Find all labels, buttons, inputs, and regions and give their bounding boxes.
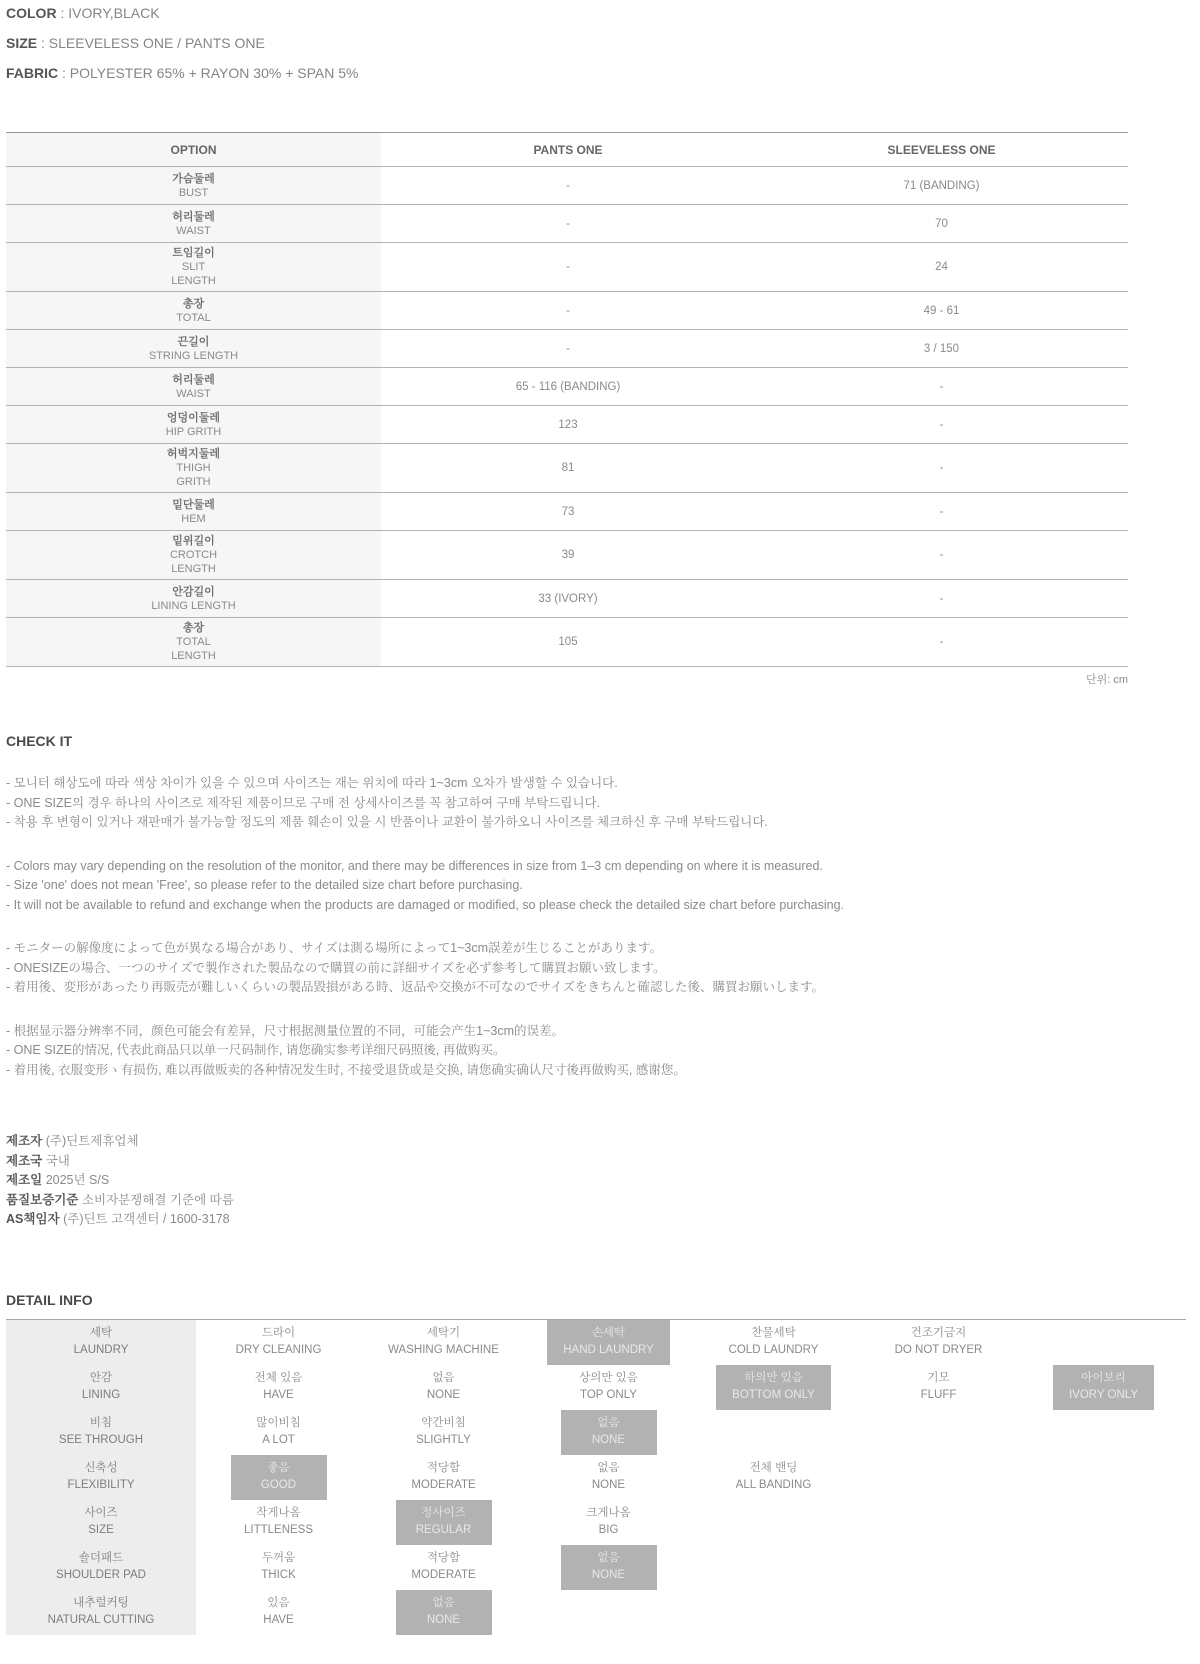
size-row-label-english: LENGTH — [171, 563, 216, 575]
size-row-label-korean: 허리둘레 — [172, 210, 215, 223]
detail-option-korean: 손세탁 — [591, 1327, 626, 1339]
size-value-sleeveless: - — [939, 505, 944, 518]
detail-row-label — [6, 1590, 196, 1635]
size-cell-sleeveless — [755, 493, 1128, 530]
size-unit-note: 단위: cm — [1085, 674, 1128, 686]
detail-row-label-korean: 사이즈 — [84, 1507, 118, 1519]
check-it-line: - 着用後, 衣服变形ヽ有损伤, 难以再做贩卖的各种情况发生时, 不接受退货或是交换, 请您确实确认尺寸後再做购买, 感谢您。 — [6, 1062, 686, 1077]
detail-option-english: FLUFF — [920, 1389, 957, 1401]
size-table-row — [6, 368, 1128, 406]
check-it-line: - ONE SIZE的情况, 代表此商品只以单一尺码制作, 请您确实参考详细尺码照後, 再做购买。 — [6, 1043, 506, 1057]
detail-option-cell — [361, 1455, 526, 1500]
size-table-row — [6, 330, 1128, 368]
detail-row-label — [6, 1545, 196, 1590]
size-row-label-cell — [6, 580, 381, 617]
size-value-sleeveless: 70 — [935, 217, 948, 230]
product-info-line — [6, 35, 1200, 52]
detail-option-cell — [361, 1365, 526, 1410]
size-row-label-english: GRITH — [176, 476, 211, 488]
check-it-line: - ONESIZEの場合、一つのサイズで製作された製品なので購買の前に詳細サイズを必ず参考して購買お願い致します。 — [6, 960, 666, 975]
size-row-label-english: LENGTH — [171, 275, 216, 287]
detail-option-english: LITTLENESS — [243, 1524, 314, 1536]
detail-option — [401, 1455, 485, 1500]
check-it-line: - 根据显示器分辨率不同，颜色可能会有差异，尺寸根据测量位置的不同，可能会产生1~3cm的误差。 — [6, 1023, 565, 1038]
size-cell-pants — [381, 368, 755, 405]
size-value-sleeveless: - — [939, 380, 944, 393]
detail-option-english: ALL BANDING — [735, 1479, 812, 1491]
manufacturer-value: 소비자분쟁해결 기준에 따름 — [81, 1192, 234, 1207]
size-value-pants: 65 - 116 (BANDING) — [515, 380, 621, 393]
size-value-sleeveless: - — [939, 418, 944, 431]
detail-row-label — [6, 1500, 196, 1545]
size-row-label-english: HIP GRITH — [165, 425, 222, 438]
detail-option — [226, 1320, 332, 1365]
size-table-row — [6, 493, 1128, 531]
size-cell-pants — [381, 580, 755, 617]
manufacturer-label: 제조일 — [6, 1173, 46, 1187]
detail-option-english: THICK — [261, 1569, 296, 1581]
size-row-label-korean: 밑위길이 — [172, 535, 215, 547]
detail-option-korean: 없음 — [597, 1552, 620, 1564]
detail-option — [417, 1365, 470, 1410]
manufacturer-label: 제조자 — [6, 1134, 46, 1148]
size-table — [6, 132, 1128, 667]
detail-option-korean: 두꺼움 — [261, 1552, 296, 1564]
product-info-value: : POLYESTER 65% + RAYON 30% + SPAN 5% — [58, 65, 359, 81]
manufacturer-value: (주)딘트제휴업체 — [45, 1134, 139, 1148]
check-it-paragraph-japanese — [6, 939, 1200, 998]
size-cell-pants — [381, 493, 755, 530]
size-cell-sleeveless — [755, 330, 1128, 367]
detail-row-label — [6, 1365, 196, 1410]
detail-row-label-english: LINING — [81, 1389, 121, 1401]
size-table-column-label: PANTS ONE — [533, 142, 603, 157]
detail-option-korean: 크게나옴 — [586, 1507, 631, 1519]
detail-row-label — [6, 1320, 196, 1365]
detail-option-cell — [196, 1545, 361, 1590]
detail-option-korean: 없음 — [597, 1462, 620, 1474]
check-it-line: - 착용 후 변형이 있거나 재판매가 불가능할 정도의 제품 훼손이 있을 시 반품이나 교환이 불가하오니 사이즈를 체크하신 후 구매 부탁드립니다. — [6, 815, 768, 829]
size-cell-sleeveless — [755, 531, 1128, 579]
size-value-pants: - — [566, 179, 570, 192]
check-it-paragraph-korean — [6, 774, 1200, 833]
size-row-label-korean: 안감길이 — [172, 585, 215, 598]
detail-option — [245, 1365, 313, 1410]
size-value-pants: 81 — [561, 462, 575, 474]
size-cell-sleeveless — [755, 444, 1128, 492]
size-table-row — [6, 618, 1128, 667]
detail-option-korean: 드라이 — [261, 1327, 296, 1339]
check-it-title: CHECK IT — [6, 733, 73, 749]
detail-option-korean: 전체 있음 — [254, 1372, 303, 1384]
product-info-label: COLOR — [6, 5, 57, 21]
detail-option-korean: 기모 — [927, 1372, 950, 1384]
detail-option-cell — [196, 1590, 361, 1635]
detail-option-english: NONE — [426, 1614, 461, 1626]
detail-option-cell — [361, 1545, 526, 1590]
detail-option-korean: 세탁기 — [426, 1327, 461, 1339]
size-value-pants: - — [566, 304, 570, 317]
detail-option-korean: 아이보리 — [1081, 1372, 1126, 1384]
detail-option-selected — [231, 1455, 327, 1500]
detail-option-cell — [196, 1500, 361, 1545]
size-row-label-english: STRING LENGTH — [148, 349, 239, 362]
detail-row-label-korean: 세탁 — [89, 1327, 113, 1339]
detail-option-korean: 적당함 — [426, 1552, 461, 1564]
size-table-header-cell — [381, 133, 755, 166]
size-cell-sleeveless — [755, 167, 1128, 204]
size-value-pants: 33 (IVORY) — [538, 592, 598, 605]
detail-option-cell — [856, 1320, 1021, 1365]
detail-row-label-korean: 신축성 — [84, 1462, 118, 1474]
detail-option-english: COLD LAUNDRY — [728, 1344, 819, 1356]
detail-option-cell — [526, 1365, 691, 1410]
size-cell-sleeveless — [755, 205, 1128, 242]
detail-option-english: A LOT — [262, 1434, 295, 1446]
detail-option-korean: 없음 — [432, 1372, 455, 1384]
size-row-label-korean: 총장 — [182, 622, 205, 634]
manufacturer-label: AS책임자 — [6, 1212, 64, 1226]
size-value-sleeveless: 3 / 150 — [923, 342, 960, 355]
size-row-label-english: SLIT — [181, 261, 206, 273]
size-cell-pants — [381, 243, 755, 291]
detail-row-label — [6, 1455, 196, 1500]
detail-option-cell — [856, 1365, 1021, 1410]
detail-option-korean: 전체 밴딩 — [749, 1462, 798, 1474]
size-table-row — [6, 243, 1128, 292]
size-cell-pants — [381, 330, 755, 367]
size-row-label-cell — [6, 531, 381, 579]
detail-option — [885, 1320, 993, 1365]
detail-option-korean: 없음 — [597, 1417, 620, 1429]
product-info-value: : SLEEVELESS ONE / PANTS ONE — [37, 35, 265, 51]
size-table-column-label: OPTION — [170, 142, 217, 157]
size-cell-sleeveless — [755, 580, 1128, 617]
detail-option-english: TOP ONLY — [580, 1389, 637, 1401]
size-row-label-english: WAIST — [176, 224, 211, 237]
detail-option-english: DRY CLEANING — [235, 1344, 322, 1356]
detail-option-english: NONE — [426, 1389, 461, 1401]
detail-option-english: NONE — [591, 1434, 626, 1446]
detail-option-cell — [526, 1410, 691, 1455]
product-info-label: SIZE — [6, 35, 38, 51]
detail-option-cell — [526, 1500, 691, 1545]
detail-option-korean: 하의만 있음 — [744, 1372, 803, 1384]
size-table-header-cell — [6, 133, 381, 166]
detail-row-label-korean: 내추럴커팅 — [73, 1597, 129, 1609]
detail-row-label-korean: 안감 — [89, 1372, 113, 1384]
detail-option — [576, 1500, 640, 1545]
size-row-label-cell — [6, 243, 381, 291]
size-row-label-korean: 총장 — [182, 297, 205, 310]
size-cell-pants — [381, 292, 755, 329]
detail-row-label — [6, 1410, 196, 1455]
detail-row-label-english: FLEXIBILITY — [67, 1479, 135, 1491]
detail-option-cell — [526, 1455, 691, 1500]
size-row-label-cell — [6, 493, 381, 530]
manufacturer-label: 제조국 — [6, 1153, 46, 1168]
detail-option-korean: 작게나옴 — [256, 1507, 301, 1519]
size-value-sleeveless: 24 — [935, 261, 948, 273]
size-value-sleeveless: 49 - 61 — [923, 304, 960, 317]
size-row-label-korean: 끈길이 — [177, 335, 210, 348]
detail-option — [719, 1320, 829, 1365]
detail-option-korean: 건조기금지 — [910, 1327, 967, 1339]
size-cell-pants — [381, 444, 755, 492]
size-row-label-cell — [6, 292, 381, 329]
product-info-section — [6, 5, 1200, 82]
detail-option-cell — [196, 1455, 361, 1500]
check-it-line: - Colors may vary depending on the resolution of the monitor, and there may be differences in size from 1–3 cm depending on where it is measured. — [6, 858, 823, 873]
detail-option-selected — [547, 1320, 670, 1365]
detail-option-korean: 정사이즈 — [421, 1507, 466, 1519]
detail-option-cell — [691, 1320, 856, 1365]
size-value-pants: 73 — [561, 505, 575, 518]
size-table-header-row — [6, 133, 1128, 167]
size-cell-pants — [381, 406, 755, 443]
detail-option-selected — [1053, 1365, 1154, 1410]
size-row-label-korean: 엉덩이둘레 — [166, 411, 221, 424]
manufacturer-line — [6, 1132, 1200, 1152]
detail-option-korean: 찬물세탁 — [751, 1327, 796, 1339]
detail-option-english: MODERATE — [411, 1569, 476, 1581]
product-info-line — [6, 65, 1200, 82]
size-value-sleeveless: - — [939, 462, 944, 474]
manufacturer-value: (주)딘트 고객센터 / 1600-3178 — [63, 1212, 230, 1226]
size-table-header-cell — [755, 133, 1128, 166]
detail-option — [251, 1545, 306, 1590]
detail-option-english: HAVE — [263, 1614, 294, 1626]
detail-option-cell — [196, 1320, 361, 1365]
product-info-label: FABRIC — [6, 65, 59, 81]
size-row-label-english: LINING LENGTH — [151, 599, 236, 612]
size-row-label-korean: 허리둘레 — [172, 373, 215, 386]
size-row-label-korean: 가슴둘레 — [172, 172, 215, 185]
detail-option-korean: 약간비침 — [421, 1417, 466, 1429]
size-cell-sleeveless — [755, 368, 1128, 405]
detail-option-english: NONE — [591, 1569, 626, 1581]
detail-row — [6, 1590, 1186, 1635]
size-table-row — [6, 531, 1128, 580]
detail-option — [582, 1455, 635, 1500]
detail-row-label-english: SIZE — [88, 1524, 114, 1536]
size-row-label-english: TOTAL — [176, 636, 211, 648]
size-table-row — [6, 205, 1128, 243]
size-table-column-label: SLEEVELESS ONE — [887, 142, 996, 157]
detail-option-english: IVORY ONLY — [1068, 1389, 1139, 1401]
detail-option-korean: 좋음 — [267, 1462, 290, 1474]
detail-option — [911, 1365, 967, 1410]
detail-option-cell — [691, 1455, 856, 1500]
detail-row — [6, 1545, 1186, 1590]
detail-option — [246, 1410, 310, 1455]
detail-row-label-english: LAUNDRY — [73, 1344, 129, 1356]
detail-option-cell — [196, 1410, 361, 1455]
size-cell-sleeveless — [755, 292, 1128, 329]
detail-option-cell — [361, 1410, 526, 1455]
manufacturer-label: 품질보증기준 — [6, 1192, 82, 1207]
detail-row — [6, 1500, 1186, 1545]
detail-option-selected — [561, 1410, 657, 1455]
size-value-pants: 105 — [558, 636, 578, 648]
detail-info-title: DETAIL INFO — [6, 1291, 93, 1308]
detail-option-english: BOTTOM ONLY — [732, 1389, 815, 1401]
detail-option-english: DO NOT DRYER — [894, 1344, 983, 1356]
detail-option-cell — [526, 1320, 691, 1365]
size-value-sleeveless: - — [939, 636, 944, 648]
manufacturer-line — [6, 1210, 1200, 1230]
detail-option-selected — [396, 1500, 492, 1545]
size-value-pants: 39 — [561, 549, 575, 561]
check-it-line: - 모니터 해상도에 따라 색상 차이가 있을 수 있으며 사이즈는 재는 위치에 따라 1~3cm 오차가 발생할 수 있습니다. — [6, 776, 618, 790]
detail-option-english: NONE — [591, 1479, 626, 1491]
detail-option-korean: 상의만 있음 — [579, 1372, 638, 1384]
size-row-label-english: CROTCH — [169, 549, 218, 561]
check-it-paragraph-chinese — [6, 1022, 1200, 1081]
manufacturer-value: 2025년 S/S — [45, 1173, 110, 1187]
detail-option-korean: 있음 — [267, 1597, 290, 1609]
detail-option-cell — [361, 1320, 526, 1365]
size-row-label-english: THIGH — [176, 462, 211, 474]
size-row-label-english: HEM — [181, 512, 206, 525]
size-row-label-english: BUST — [178, 186, 209, 199]
check-it-section — [6, 733, 1200, 1080]
size-row-label-korean: 트임길이 — [172, 247, 215, 259]
size-value-pants: - — [566, 342, 570, 355]
detail-option-cell — [1021, 1365, 1186, 1410]
size-cell-pants — [381, 531, 755, 579]
size-row-label-cell — [6, 406, 381, 443]
detail-row-label-english: NATURAL CUTTING — [47, 1614, 155, 1626]
detail-option-korean: 많이비침 — [256, 1417, 301, 1429]
size-table-row — [6, 580, 1128, 618]
size-row-label-korean: 밑단둘레 — [172, 498, 215, 511]
size-row-label-english: LENGTH — [171, 650, 216, 662]
size-row-label-english: WAIST — [176, 387, 211, 400]
size-table-row — [6, 444, 1128, 493]
manufacturer-value: 국내 — [45, 1153, 70, 1168]
size-value-pants: 123 — [558, 418, 578, 431]
size-row-label-cell — [6, 330, 381, 367]
size-cell-sleeveless — [755, 243, 1128, 291]
detail-option-english: SLIGHTLY — [416, 1434, 471, 1446]
size-value-pants: - — [566, 261, 570, 273]
detail-option-korean: 없음 — [432, 1597, 455, 1609]
size-cell-pants — [381, 618, 755, 666]
detail-option-selected — [561, 1545, 657, 1590]
check-it-line: - ONE SIZE의 경우 하나의 사이즈로 제작된 제품이므로 구매 전 상세사이즈를 꼭 참고하여 구매 부탁드립니다. — [6, 795, 601, 810]
detail-option-english: BIG — [598, 1524, 619, 1536]
detail-option — [234, 1500, 323, 1545]
detail-option — [253, 1590, 303, 1635]
check-it-line: - 着用後、変形があったり再販売が難しいくらいの製品毀損がある時、返品や交換が不可なのでサイズをきちんと確認した後、購買お願いします。 — [6, 980, 825, 994]
detail-option-cell — [196, 1365, 361, 1410]
manufacturer-line — [6, 1191, 1200, 1211]
detail-option-english: HAVE — [263, 1389, 294, 1401]
detail-option-selected — [716, 1365, 831, 1410]
check-it-line: - モニターの解像度によって色が異なる場合があり、サイズは測る場所によって1~3cm誤差が生じることがあります。 — [6, 941, 663, 955]
manufacturer-section — [6, 1132, 1200, 1230]
product-info-value: : IVORY,BLACK — [56, 5, 160, 21]
detail-row-label-english: SEE THROUGH — [58, 1434, 144, 1446]
detail-option-korean: 적당함 — [426, 1462, 461, 1474]
detail-info-section — [6, 1292, 1200, 1635]
size-row-label-cell — [6, 618, 381, 666]
detail-option — [406, 1410, 481, 1455]
detail-row-label-korean: 숄더패드 — [78, 1552, 124, 1564]
detail-option — [378, 1320, 509, 1365]
check-it-paragraph-english — [6, 857, 1200, 916]
size-value-pants: - — [566, 217, 570, 230]
detail-row-label-english: SHOULDER PAD — [56, 1569, 146, 1581]
detail-option-english: MODERATE — [411, 1479, 476, 1491]
size-cell-pants — [381, 167, 755, 204]
size-row-label-english: TOTAL — [176, 311, 211, 324]
detail-option-cell — [361, 1500, 526, 1545]
size-value-sleeveless: 71 (BANDING) — [903, 179, 980, 192]
size-cell-sleeveless — [755, 406, 1128, 443]
size-value-sleeveless: - — [939, 549, 944, 561]
detail-row — [6, 1320, 1186, 1365]
size-table-row — [6, 406, 1128, 444]
detail-option — [401, 1545, 485, 1590]
manufacturer-line — [6, 1171, 1200, 1191]
detail-row — [6, 1410, 1186, 1455]
size-table-row — [6, 292, 1128, 330]
size-row-label-cell — [6, 444, 381, 492]
size-row-label-korean: 허벅지둘레 — [166, 448, 221, 460]
detail-option-cell — [526, 1545, 691, 1590]
detail-option — [726, 1455, 822, 1500]
detail-option-english: HAND LAUNDRY — [563, 1344, 654, 1356]
detail-row — [6, 1365, 1186, 1410]
detail-info-grid — [6, 1319, 1186, 1635]
check-it-line: - It will not be available to refund and exchange when the products are damaged or modified, so please check the detailed size chart before purchasing. — [6, 897, 845, 912]
detail-option-selected — [396, 1590, 492, 1635]
detail-option-english: GOOD — [260, 1479, 297, 1491]
size-row-label-cell — [6, 167, 381, 204]
manufacturer-line — [6, 1152, 1200, 1172]
size-cell-pants — [381, 205, 755, 242]
size-cell-sleeveless — [755, 618, 1128, 666]
product-info-line — [6, 5, 1200, 22]
size-table-row — [6, 167, 1128, 205]
detail-option-cell — [361, 1590, 526, 1635]
check-it-line: - Size 'one' does not mean 'Free', so please refer to the detailed size chart before purchasing. — [6, 878, 523, 892]
size-value-sleeveless: - — [939, 592, 944, 605]
detail-row-label-korean: 비침 — [89, 1417, 113, 1429]
size-row-label-cell — [6, 368, 381, 405]
detail-option — [569, 1365, 648, 1410]
size-row-label-cell — [6, 205, 381, 242]
detail-option-english: WASHING MACHINE — [388, 1344, 499, 1356]
detail-option-cell — [691, 1365, 856, 1410]
detail-option-english: REGULAR — [415, 1524, 472, 1536]
detail-row — [6, 1455, 1186, 1500]
